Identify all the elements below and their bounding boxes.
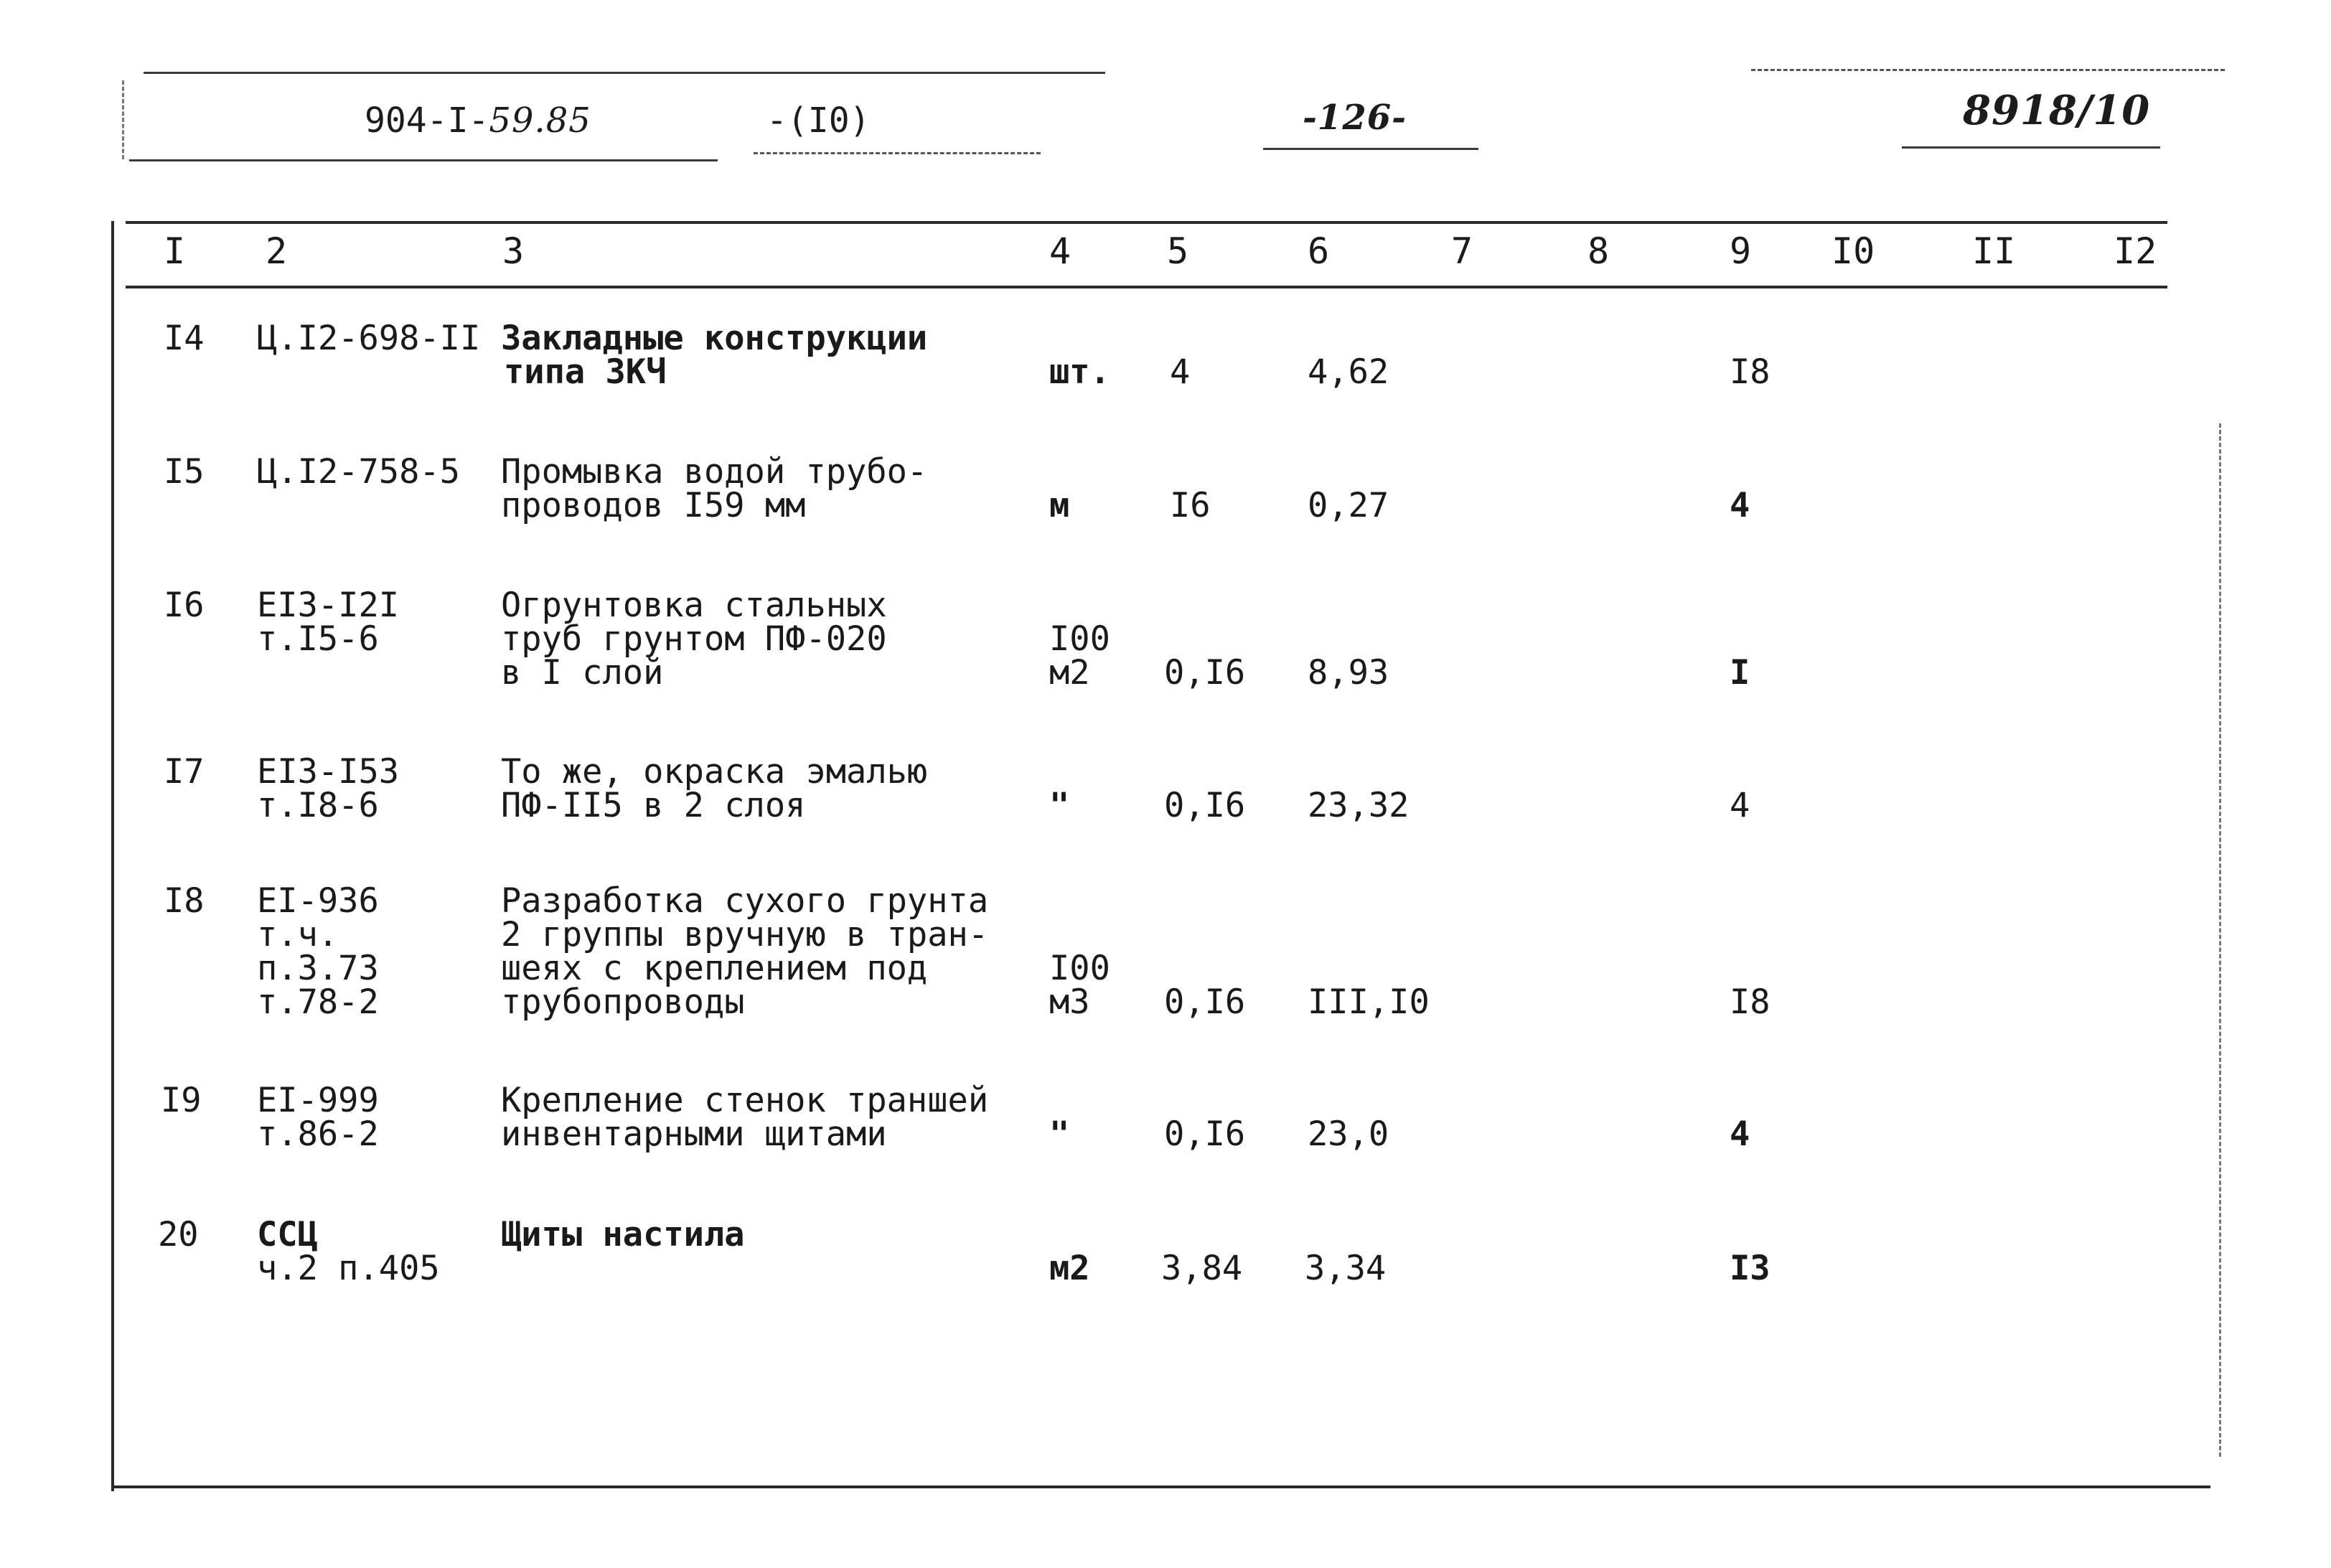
table-row-18-code: EI-936 т.ч. п.3.73 т.78-2 xyxy=(257,881,379,1022)
table-top-rule xyxy=(126,221,2167,224)
table-row-17-col6: 23,32 xyxy=(1308,786,1410,825)
table-row-15-code: Ц.I2-758-5 xyxy=(257,452,460,492)
table-left-border xyxy=(111,221,114,1491)
table-row-16-num: I6 xyxy=(164,586,205,625)
table-row-18-col9: I8 xyxy=(1730,982,1770,1022)
doc-code-typed: 904-I- xyxy=(365,100,489,141)
doc-code xyxy=(365,100,591,141)
table-row-19-num: I9 xyxy=(161,1081,202,1120)
table-bottom-rule xyxy=(111,1485,2210,1488)
table-row-17-unit: " xyxy=(1049,786,1070,825)
table-row-17-num: I7 xyxy=(164,752,205,792)
column-header-11: II xyxy=(1972,230,2016,272)
table-row-16-description: Огрунтовка стальных труб грунтом ПФ-020 в I слой xyxy=(501,586,887,693)
table-row-15-quantity: I6 xyxy=(1170,486,1211,525)
table-row-16-quantity: 0,I6 xyxy=(1164,653,1246,693)
table-row-19-unit: " xyxy=(1049,1114,1070,1154)
left-margin-tick xyxy=(122,80,124,159)
table-row-18-description: Разработка сухого грунта 2 группы вручную в тран- шеях с креплением под трубопроводы xyxy=(501,881,989,1022)
column-header-6: 6 xyxy=(1308,230,1330,272)
header-top-rule xyxy=(144,72,1105,74)
column-header-8: 8 xyxy=(1587,230,1610,272)
table-row-15-col9: 4 xyxy=(1730,486,1750,525)
table-row-20-col6: 3,34 xyxy=(1305,1249,1387,1288)
table-row-20-description: Щиты настила xyxy=(501,1215,745,1254)
table-row-16-col9: I xyxy=(1730,653,1750,693)
table-row-19-quantity: 0,I6 xyxy=(1164,1114,1246,1154)
table-row-16-col6: 8,93 xyxy=(1308,653,1389,693)
header-top-rule-right xyxy=(1751,69,2225,71)
table-row-14-num: I4 xyxy=(164,319,205,358)
table-row-19-description: Крепление стенок траншей инвентарными щитами xyxy=(501,1081,989,1154)
table-row-18-col6: III,I0 xyxy=(1308,982,1430,1022)
column-header-2: 2 xyxy=(266,230,288,272)
table-row-20-unit: м2 xyxy=(1049,1249,1090,1288)
table-right-border xyxy=(2219,423,2221,1457)
column-header-bottom-rule xyxy=(126,286,2167,288)
table-row-19-col6: 23,0 xyxy=(1308,1114,1389,1154)
table-row-14-description: Закладные конструкции типа ЗКЧ xyxy=(501,319,928,392)
table-row-14-code: Ц.I2-698-II xyxy=(257,319,481,358)
table-row-15-description: Промывка водой трубо- проводов I59 мм xyxy=(501,452,928,525)
table-row-14-col6: 4,62 xyxy=(1308,352,1389,392)
table-row-15-col6: 0,27 xyxy=(1308,486,1389,525)
column-header-4: 4 xyxy=(1049,230,1071,272)
table-row-20-num: 20 xyxy=(158,1215,199,1254)
table-row-18-unit: I00 м3 xyxy=(1049,949,1110,1022)
table-row-15-num: I5 xyxy=(164,452,205,492)
doc-code-handwritten: 59.85 xyxy=(489,100,591,141)
column-header-5: 5 xyxy=(1167,230,1189,272)
table-row-18-num: I8 xyxy=(164,881,205,921)
header-bottom-rule-right xyxy=(1902,146,2160,149)
table-row-17-description: То же, окраска эмалью ПФ-II5 в 2 слоя xyxy=(501,752,928,825)
header-bottom-rule-mid xyxy=(754,152,1041,154)
header-bottom-rule-left xyxy=(129,159,718,161)
archive-number: 8918/10 xyxy=(1963,87,2151,134)
table-row-20-col9: I3 xyxy=(1730,1249,1770,1288)
table-row-17-quantity: 0,I6 xyxy=(1164,786,1246,825)
table-row-20-quantity: 3,84 xyxy=(1161,1249,1243,1288)
column-header-1: I xyxy=(164,230,186,272)
table-row-17-code: EI3-I53 т.I8-6 xyxy=(257,752,400,825)
header-bottom-rule-page xyxy=(1263,148,1478,150)
table-row-16-unit: I00 м2 xyxy=(1049,619,1110,693)
table-row-14-quantity: 4 xyxy=(1170,352,1191,392)
table-row-17-col9: 4 xyxy=(1730,786,1750,825)
column-header-10: I0 xyxy=(1832,230,1875,272)
sheet-section: -(I0) xyxy=(766,100,871,141)
column-header-3: 3 xyxy=(502,230,525,272)
table-row-14-col9: I8 xyxy=(1730,352,1770,392)
table-row-20-code: ССЦ ч.2 п.405 xyxy=(257,1215,440,1288)
column-header-7: 7 xyxy=(1451,230,1473,272)
table-row-19-col9: 4 xyxy=(1730,1114,1750,1154)
column-header-12: I2 xyxy=(2114,230,2157,272)
column-header-9: 9 xyxy=(1730,230,1752,272)
table-row-16-code: EI3-I2I т.I5-6 xyxy=(257,586,400,659)
table-row-14-unit: шт. xyxy=(1049,352,1110,392)
table-row-15-unit: м xyxy=(1049,486,1070,525)
table-row-18-quantity: 0,I6 xyxy=(1164,982,1246,1022)
table-row-19-code: EI-999 т.86-2 xyxy=(257,1081,379,1154)
page-number: -126- xyxy=(1303,98,1407,138)
